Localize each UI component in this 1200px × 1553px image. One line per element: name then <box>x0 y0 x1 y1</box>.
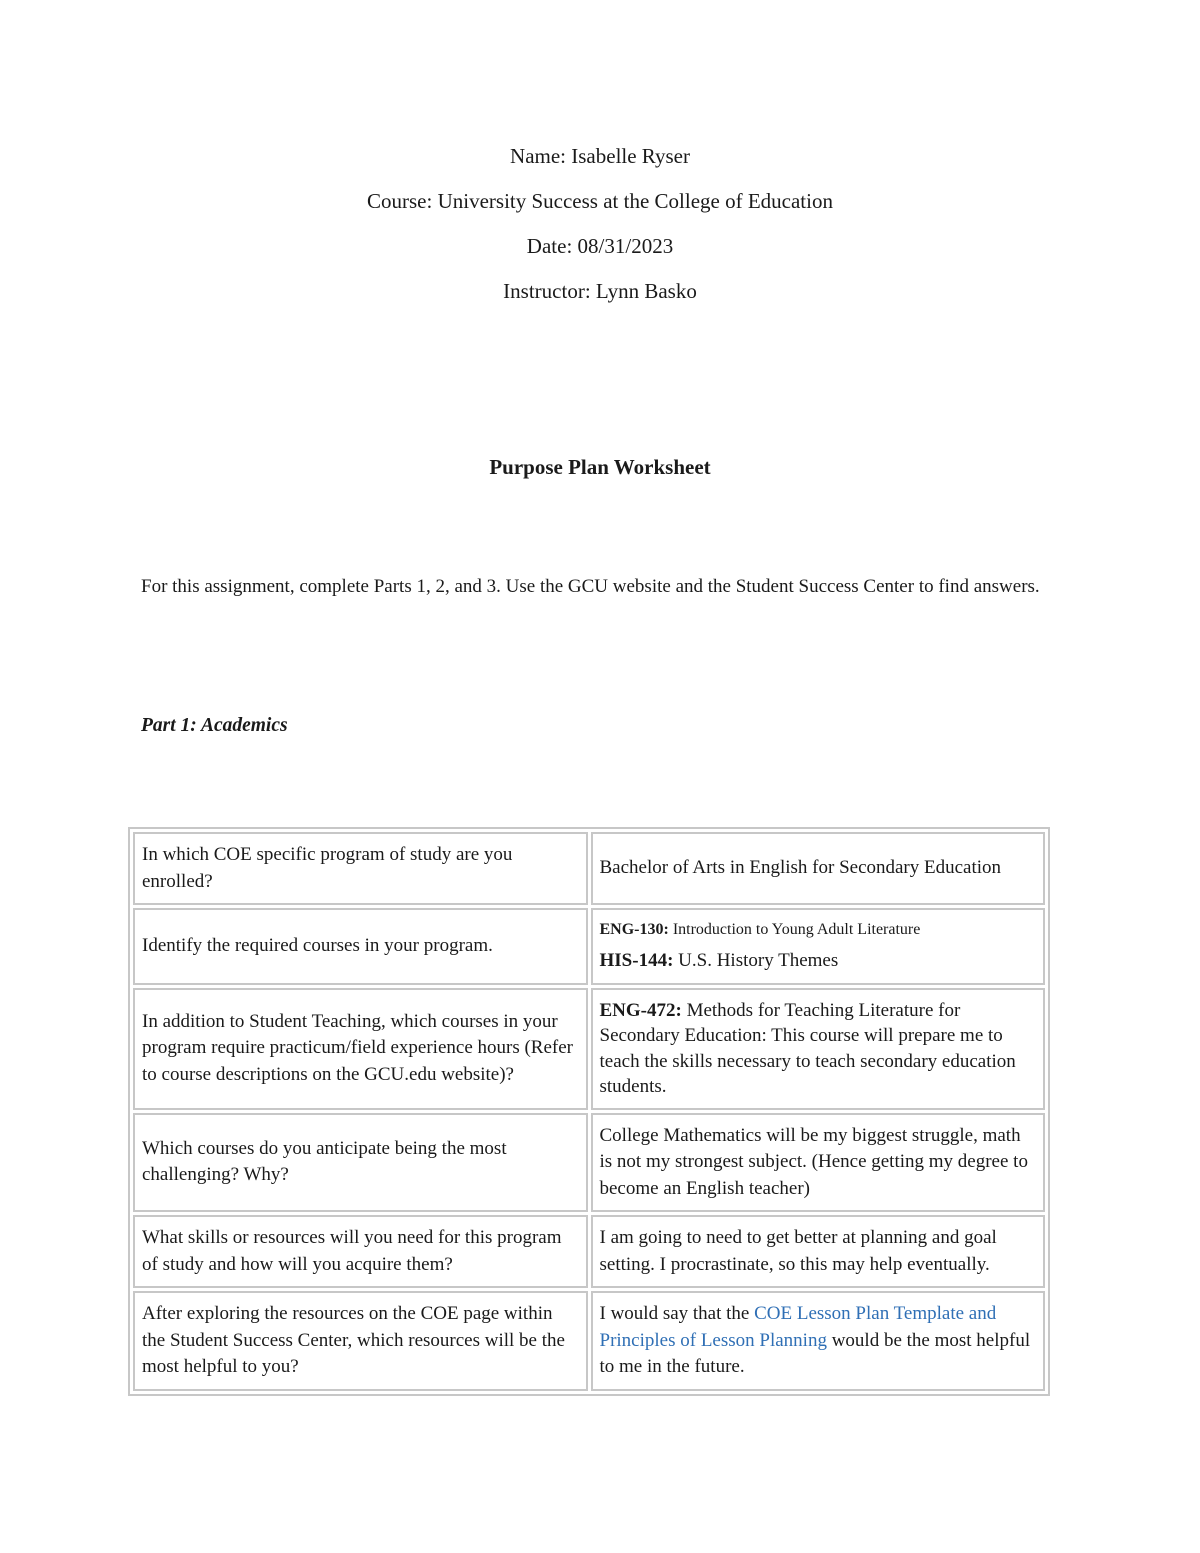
academics-table <box>128 827 1050 1396</box>
question-cell: In which COE specific program of study are you enrolled? <box>133 832 588 905</box>
course-code: HIS-144: <box>599 950 674 971</box>
required-course <box>600 948 1037 975</box>
question-cell: Identify the required courses in your program. <box>133 908 588 985</box>
course-code: ENG-472: <box>599 999 682 1021</box>
course-code: ENG-130: <box>599 921 669 938</box>
answer-text: would be the most helpful to me in the future. <box>599 1329 1031 1377</box>
table-row <box>133 1113 1045 1213</box>
instructor-name: Instructor: Lynn Basko <box>503 279 697 303</box>
question-cell: What skills or resources will you need for this program of study and how will you acquire them? <box>133 1215 588 1288</box>
answer-cell: Bachelor of Arts in English for Secondary Education <box>591 832 1046 905</box>
table-row <box>133 832 1045 905</box>
document-title: Purpose Plan Worksheet <box>489 455 711 479</box>
table-row <box>133 1215 1045 1288</box>
part-1-heading: Part 1: Academics <box>141 715 288 736</box>
assignment-instructions: For this assignment, complete Parts 1, 2, and 3. Use the GCU website and the Student Success Center to find answers. <box>141 576 1040 597</box>
table-row <box>133 988 1045 1110</box>
submission-date: Date: 08/31/2023 <box>526 234 674 258</box>
answer-cell: College Mathematics will be my biggest struggle, math is not my strongest subject. (Hence getting my degree to become an English teacher) <box>591 1113 1046 1213</box>
table-row <box>133 908 1045 985</box>
student-info-header <box>0 140 1200 320</box>
question-cell: Which courses do you anticipate being the most challenging? Why? <box>133 1113 588 1213</box>
table-row <box>133 1291 1045 1391</box>
course-name: Course: University Success at the College of Education <box>367 189 833 213</box>
answer-cell: I am going to need to get better at planning and goal setting. I procrastinate, so this may help eventually. <box>591 1215 1046 1288</box>
lesson-plan-template-link[interactable]: COE Lesson Plan Template and Principles of Lesson Planning <box>599 1303 997 1351</box>
question-cell: In addition to Student Teaching, which courses in your program require practicum/field experience hours (Refer to course descriptions on the GCU.edu website)? <box>133 988 588 1110</box>
answer-text: I would say that the <box>599 1303 755 1324</box>
answer-cell <box>591 988 1046 1110</box>
answer-text: Methods for Teaching Literature for Secondary Education: This course will prepare me to teach the skills necessary to teach secondary education students. <box>599 999 1016 1097</box>
answer-cell <box>591 908 1046 985</box>
required-course <box>600 918 1037 942</box>
question-cell: After exploring the resources on the COE page within the Student Success Center, which resources will be the most helpful to you? <box>133 1291 588 1391</box>
course-title: Introduction to Young Adult Literature <box>668 921 921 938</box>
answer-cell <box>591 1291 1046 1391</box>
course-title: U.S. History Themes <box>673 950 839 971</box>
student-name: Name: Isabelle Ryser <box>510 144 690 168</box>
